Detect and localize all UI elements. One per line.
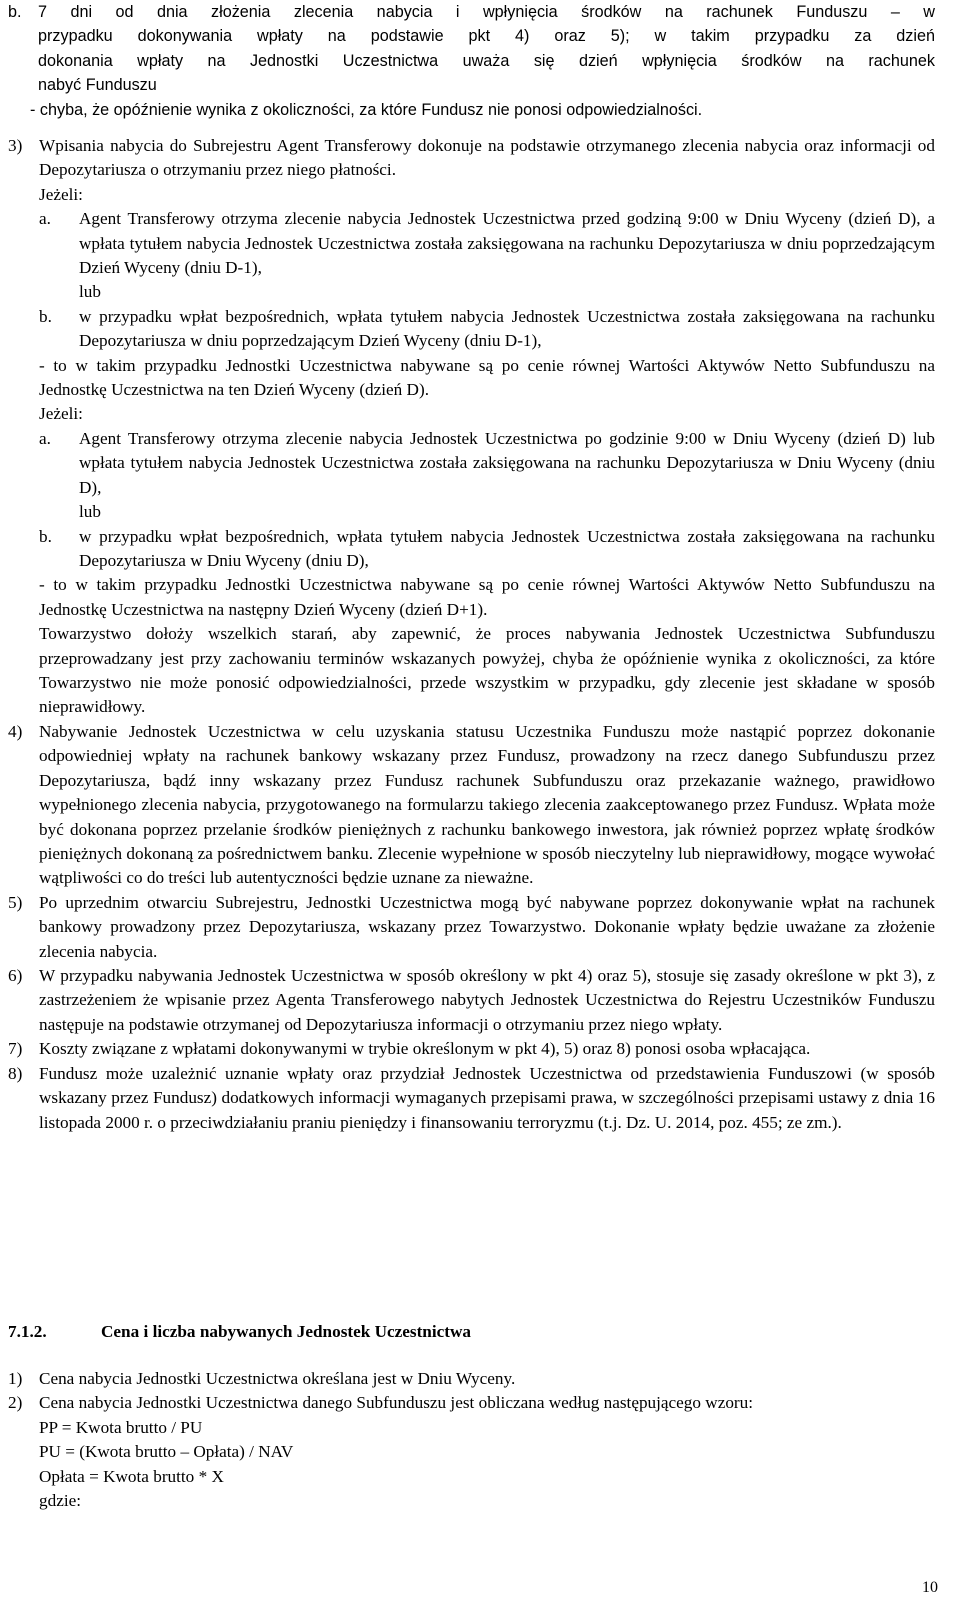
list-item-text: Koszty związane z wpłatami dokonywanymi w trybie określonym w pkt 4), 5) oraz 8) ponosi osoba wpłacająca.	[39, 1039, 811, 1059]
list-item-text: Cena nabycia Jednostki Uczestnictwa określana jest w Dniu Wyceny.	[39, 1369, 516, 1388]
list-item-number: 8)	[8, 1063, 23, 1083]
section-item-1	[8, 1367, 935, 1391]
case-2-b	[39, 525, 935, 574]
page-number: 10	[922, 1579, 938, 1596]
section-title: Cena i liczba nabywanych Jednostek Uczestnictwa	[101, 1322, 472, 1341]
formula-oplata: Opłata = Kwota brutto * X	[39, 1466, 224, 1486]
list-item-text: W przypadku nabywania Jednostek Uczestnictwa w sposób określony w pkt 4) oraz 5), stosuje się zasady określone w pkt 3), z zastrzeżeniem że wpisanie przez Agenta Transferowego nabytych Jednostek Uczestnictwa do Rejestru Uczestników Funduszu następuje na podstawie otrzymanej od Depozytariusza informacji o otrzymaniu przez niego wpłaty.	[39, 966, 935, 1034]
case-2-result: - to w takim przypadku Jednostki Uczestnictwa nabywane są po cenie równej Wartości Aktywów Netto Subfunduszu na Jednostkę Uczestnictwa na następny Dzień Wyceny (dzień D+1).	[39, 575, 935, 619]
section-heading	[8, 1320, 471, 1344]
list-item-number: 2)	[8, 1393, 23, 1413]
item-b-marker: b.	[8, 3, 22, 21]
item-3-closing: Towarzystwo dołoży wszelkich starań, aby zapewnić, że proces nabywania Jednostek Uczestnictwa Subfunduszu przeprowadzany jest przy zachowaniu terminów wskazanych powyżej, chyba że opóźnienie wynika z okoliczności, za które Towarzystwo nie może ponosić odpowiedzialności, przede wszystkim w przypadku, gdy zlecenie jest składane w sposób nieprawidłowy.	[39, 624, 935, 717]
section-list	[8, 1367, 935, 1513]
case-1-a	[39, 207, 935, 305]
case-1-label: Jeżeli:	[39, 184, 83, 204]
list-item-7	[8, 1037, 935, 1061]
list-item-number: 3)	[8, 136, 23, 155]
case-1-a-marker: a.	[39, 209, 51, 229]
formula-pu: PU = (Kwota brutto – Opłata) / NAV	[39, 1442, 294, 1462]
list-item-text: Nabywanie Jednostek Uczestnictwa w celu uzyskania statusu Uczestnika Funduszu może nastąpić poprzez dokonanie odpowiedniej wpłaty na rachunek bankowy wskazany przez Fundusz, prowadzony na rzecz danego Subfunduszu przez Depozytariusza, bądź inny wskazany przez Fundusz rachunek Subfunduszu oraz przekazanie ważnego, prawidłowo wypełnionego zlecenia nabycia, przygotowanego na formularzu takiego zlecenia zaakceptowanego przez Fundusz. Wpłata może być dokonana poprzez przelanie środków pieniężnych z rachunku bankowego inwestora, jak również poprzez wpłatę środków pieniężnych dokonaną za pośrednictwem banku. Zlecenie wypełnione w sposób nieczytelny lub nieprawidłowy, mogące wywołać wątpliwości co do treści lub autentyczności będzie uznane za nieważne.	[39, 722, 935, 888]
case-2-label: Jeżeli:	[39, 404, 83, 424]
case-2-b-marker: b.	[39, 526, 52, 546]
case-2-a	[39, 427, 935, 525]
formula-where: gdzie:	[39, 1491, 81, 1511]
case-1-b-marker: b.	[39, 306, 52, 326]
item-b-continuation	[8, 0, 935, 122]
item-b-closing: - chyba, że opóźnienie wynika z okoliczności, za które Fundusz nie ponosi odpowiedzialności.	[30, 100, 703, 119]
case-1-result: - to w takim przypadku Jednostki Uczestnictwa nabywane są po cenie równej Wartości Aktywów Netto Subfunduszu na Jednostkę Uczestnictwa na ten Dzień Wyceny (dzień D).	[39, 355, 935, 400]
item-b-line-2: przypadku dokonywania wpłaty na podstawie pkt 4) oraz 5); w takim przypadku za dzień	[38, 27, 935, 46]
section-number: 7.1.2.	[8, 1322, 47, 1341]
case-1-b-text: w przypadku wpłat bezpośrednich, wpłata tytułem nabycia Jednostek Uczestnictwa została zaksięgowana na rachunku Depozytariusza w dniu poprzedzającym Dzień Wyceny (dniu D-1),	[79, 306, 935, 351]
item-b-line-1: 7 dni od dnia złożenia zlecenia nabycia i wpłynięcia środków na rachunek Funduszu – w	[38, 3, 935, 21]
case-1-or: lub	[79, 282, 101, 302]
case-2-a-marker: a.	[39, 428, 51, 448]
case-2-or: lub	[79, 502, 101, 522]
list-item-number: 7)	[8, 1039, 23, 1059]
item-b-line-4: nabyć Funduszu	[38, 76, 157, 95]
list-item-text: Cena nabycia Jednostki Uczestnictwa danego Subfunduszu jest obliczana według następującego wzoru:	[39, 1393, 754, 1413]
item-b-line-3: dokonania wpłaty na Jednostki Uczestnictwa uważa się dzień wpłynięcia środków na rachunek	[38, 51, 935, 70]
numbered-list	[8, 720, 935, 1135]
case-1-b	[39, 305, 935, 354]
formula-pp: PP = Kwota brutto / PU	[39, 1417, 203, 1437]
list-item-3	[8, 134, 935, 720]
case-1-a-text: Agent Transferowy otrzyma zlecenie nabycia Jednostek Uczestnictwa przed godziną 9:00 w Dniu Wyceny (dzień D), a wpłata tytułem nabycia Jednostek Uczestnictwa została zaksięgowana na rachunku Depozytariusza w dniu poprzedzającym Dzień Wyceny (dniu D-1),	[79, 209, 935, 278]
case-2-b-text: w przypadku wpłat bezpośrednich, wpłata tytułem nabycia Jednostek Uczestnictwa została zaksięgowana na rachunku Depozytariusza w Dniu Wyceny (dniu D),	[79, 526, 935, 570]
list-item-number: 5)	[8, 892, 23, 912]
item-3-intro: Wpisania nabycia do Subrejestru Agent Transferowy dokonuje na podstawie otrzymanego zlecenia nabycia oraz informacji od Depozytariusza o otrzymaniu przez niego płatności.	[39, 136, 935, 180]
list-item-number: 4)	[8, 722, 23, 741]
case-2-a-text: Agent Transferowy otrzyma zlecenie nabycia Jednostek Uczestnictwa po godzinie 9:00 w Dniu Wyceny (dzień D) lub wpłata tytułem nabycia Jednostek Uczestnictwa została zaksięgowana na rachunku Depozytariusza w Dniu Wyceny (dniu D),	[79, 428, 935, 497]
list-item-text: Po uprzednim otwarciu Subrejestru, Jednostki Uczestnictwa mogą być nabywane poprzez dokonywanie wpłat na rachunek bankowy prowadzony przez Depozytariusza, wskazany przez Towarzystwo. Dokonanie wpłaty będzie uważane za złożenie zlecenia nabycia.	[39, 892, 935, 961]
list-item-8	[8, 1062, 935, 1135]
section-item-2	[8, 1391, 935, 1513]
list-item-text: Fundusz może uzależnić uznanie wpłaty oraz przydział Jednostek Uczestnictwa od przedstawienia Funduszowi (w sposób wskazany przez Fundusz) dodatkowych informacji wymaganych przepisami prawa, w szczególności przepisami ustawy z dnia 16 listopada 2000 r. o przeciwdziałaniu praniu pieniędzy i finansowaniu terroryzmu (t.j. Dz. U. 2014, poz. 455; ze zm.).	[39, 1063, 935, 1132]
list-item-number: 1)	[8, 1369, 23, 1388]
list-item-6	[8, 964, 935, 1037]
list-item-number: 6)	[8, 966, 23, 986]
list-item-5	[8, 891, 935, 964]
list-item-4	[8, 720, 935, 891]
